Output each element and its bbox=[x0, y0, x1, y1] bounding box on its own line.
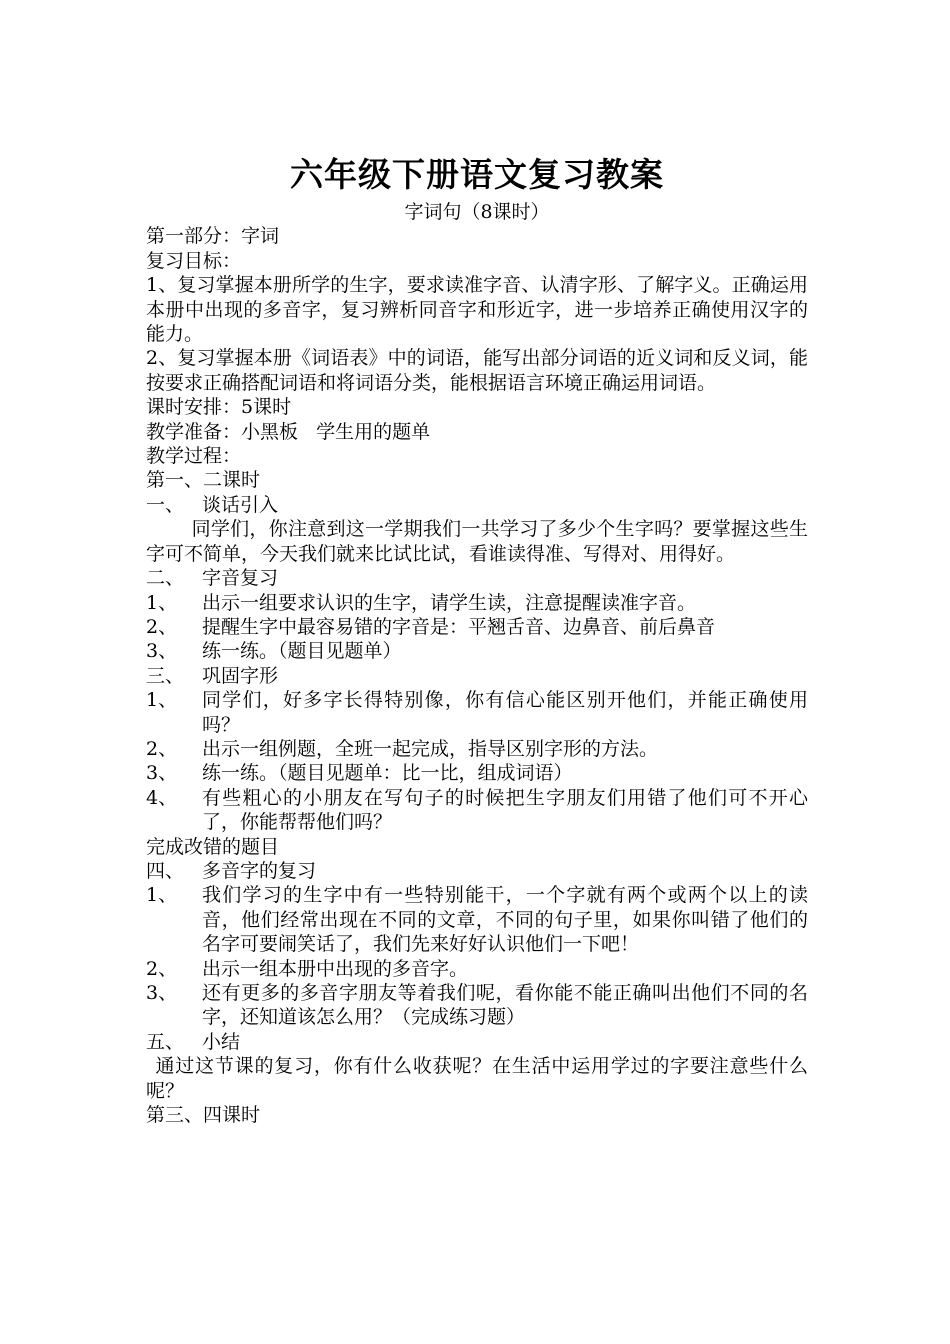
list-item bbox=[146, 688, 808, 737]
part-heading: 第一部分：字词 bbox=[146, 225, 280, 248]
list-text: 有些粗心的小朋友在写句子的时候把生字朋友们用错了他们可不开心了，你能帮帮他们吗？ bbox=[202, 786, 808, 834]
prep-line: 教学准备：小黑板 学生用的题单 bbox=[146, 420, 431, 443]
list-text: 还有更多的多音字朋友等着我们呢，看你能不能正确叫出他们不同的名字，还知道该怎么用？（完成练习题） bbox=[202, 982, 808, 1029]
list-number: 3、 bbox=[146, 640, 178, 663]
document-subtitle: 字词句（8课时） bbox=[404, 201, 550, 223]
document-body bbox=[146, 152, 808, 1127]
section-heading bbox=[146, 859, 808, 883]
section-number: 五、 bbox=[146, 1030, 185, 1053]
hours-line: 课时安排：5课时 bbox=[146, 396, 292, 419]
list-item bbox=[146, 639, 808, 663]
document-title: 六年级下册语文复习教案 bbox=[290, 155, 664, 194]
list-number: 1、 bbox=[146, 884, 178, 907]
list-number: 3、 bbox=[146, 762, 178, 785]
body-paragraph: 同学们，你注意到这一学期我们一共学习了多少个生字吗？要掌握这些生字可不简单，今天我们就来比试比试，看谁读得准、写得对、用得好。 bbox=[146, 518, 808, 565]
list-number: 3、 bbox=[146, 982, 178, 1004]
list-item bbox=[146, 786, 808, 835]
list-item bbox=[146, 591, 808, 615]
section-title: 小结 bbox=[202, 1030, 241, 1053]
section-number: 二、 bbox=[146, 567, 185, 590]
section-heading bbox=[146, 493, 808, 517]
section-title: 谈话引入 bbox=[202, 493, 279, 516]
section-title: 巩固字形 bbox=[202, 664, 279, 687]
list-number: 1、 bbox=[146, 591, 178, 614]
lesson-heading: 第一、二课时 bbox=[146, 469, 261, 492]
list-number: 4、 bbox=[146, 786, 178, 809]
list-number: 2、 bbox=[146, 737, 178, 760]
list-item bbox=[146, 761, 808, 785]
goal-paragraph: 2、复习掌握本册《词语表》中的词语，能写出部分词语的近义词和反义词，能按要求正确搭配词语和将词语分类，能根据语言环境正确运用词语。 bbox=[146, 347, 808, 394]
body-paragraph: 通过这节课的复习，你有什么收获呢？在生活中运用学过的字要注意些什么呢？ bbox=[146, 1055, 808, 1102]
goal-paragraph: 1、复习掌握本册所学的生字，要求读准字音、认清字形、了解字义。正确运用本册中出现的多音字，复习辨析同音字和形近字，进一步培养正确使用汉字的能力。 bbox=[146, 274, 808, 346]
list-item bbox=[146, 737, 808, 761]
list-number: 2、 bbox=[146, 957, 178, 980]
list-text: 出示一组例题，全班一起完成，指导区别字形的方法。 bbox=[202, 737, 659, 760]
list-item bbox=[146, 981, 808, 1030]
list-number: 2、 bbox=[146, 615, 178, 638]
list-text: 提醒生字中最容易错的字音是：平翘舌音、边鼻音、前后鼻音 bbox=[202, 615, 716, 638]
list-text: 练一练。（题目见题单：比一比，组成词语） bbox=[202, 762, 573, 785]
list-text: 我们学习的生字中有一些特别能干，一个字就有两个或两个以上的读音，他们经常出现在不同的文章，不同的句子里，如果你叫错了他们的名字可要闹笑话了，我们先来好好认识他们一下吧！ bbox=[202, 884, 808, 956]
section-title: 字音复习 bbox=[202, 567, 279, 590]
lesson-heading: 第三、四课时 bbox=[146, 1104, 261, 1127]
body-line: 完成改错的题目 bbox=[146, 835, 280, 858]
section-heading bbox=[146, 566, 808, 590]
section-title: 多音字的复习 bbox=[202, 859, 317, 882]
section-heading bbox=[146, 664, 808, 688]
section-number: 三、 bbox=[146, 664, 185, 687]
list-text: 出示一组本册中出现的多音字。 bbox=[202, 957, 469, 980]
list-item bbox=[146, 615, 808, 639]
list-text: 练一练。（题目见题单） bbox=[202, 640, 402, 663]
list-item bbox=[146, 883, 808, 956]
section-number: 四、 bbox=[146, 859, 185, 882]
goal-label: 复习目标： bbox=[146, 249, 242, 272]
list-text: 出示一组要求认识的生字，请学生读，注意提醒读准字音。 bbox=[202, 591, 697, 614]
list-item bbox=[146, 957, 808, 981]
list-number: 1、 bbox=[146, 689, 178, 712]
section-heading bbox=[146, 1030, 808, 1054]
list-text: 同学们，好多字长得特别像，你有信心能区别开他们，并能正确使用吗？ bbox=[202, 689, 808, 736]
process-label: 教学过程： bbox=[146, 445, 242, 468]
section-number: 一、 bbox=[146, 493, 185, 516]
